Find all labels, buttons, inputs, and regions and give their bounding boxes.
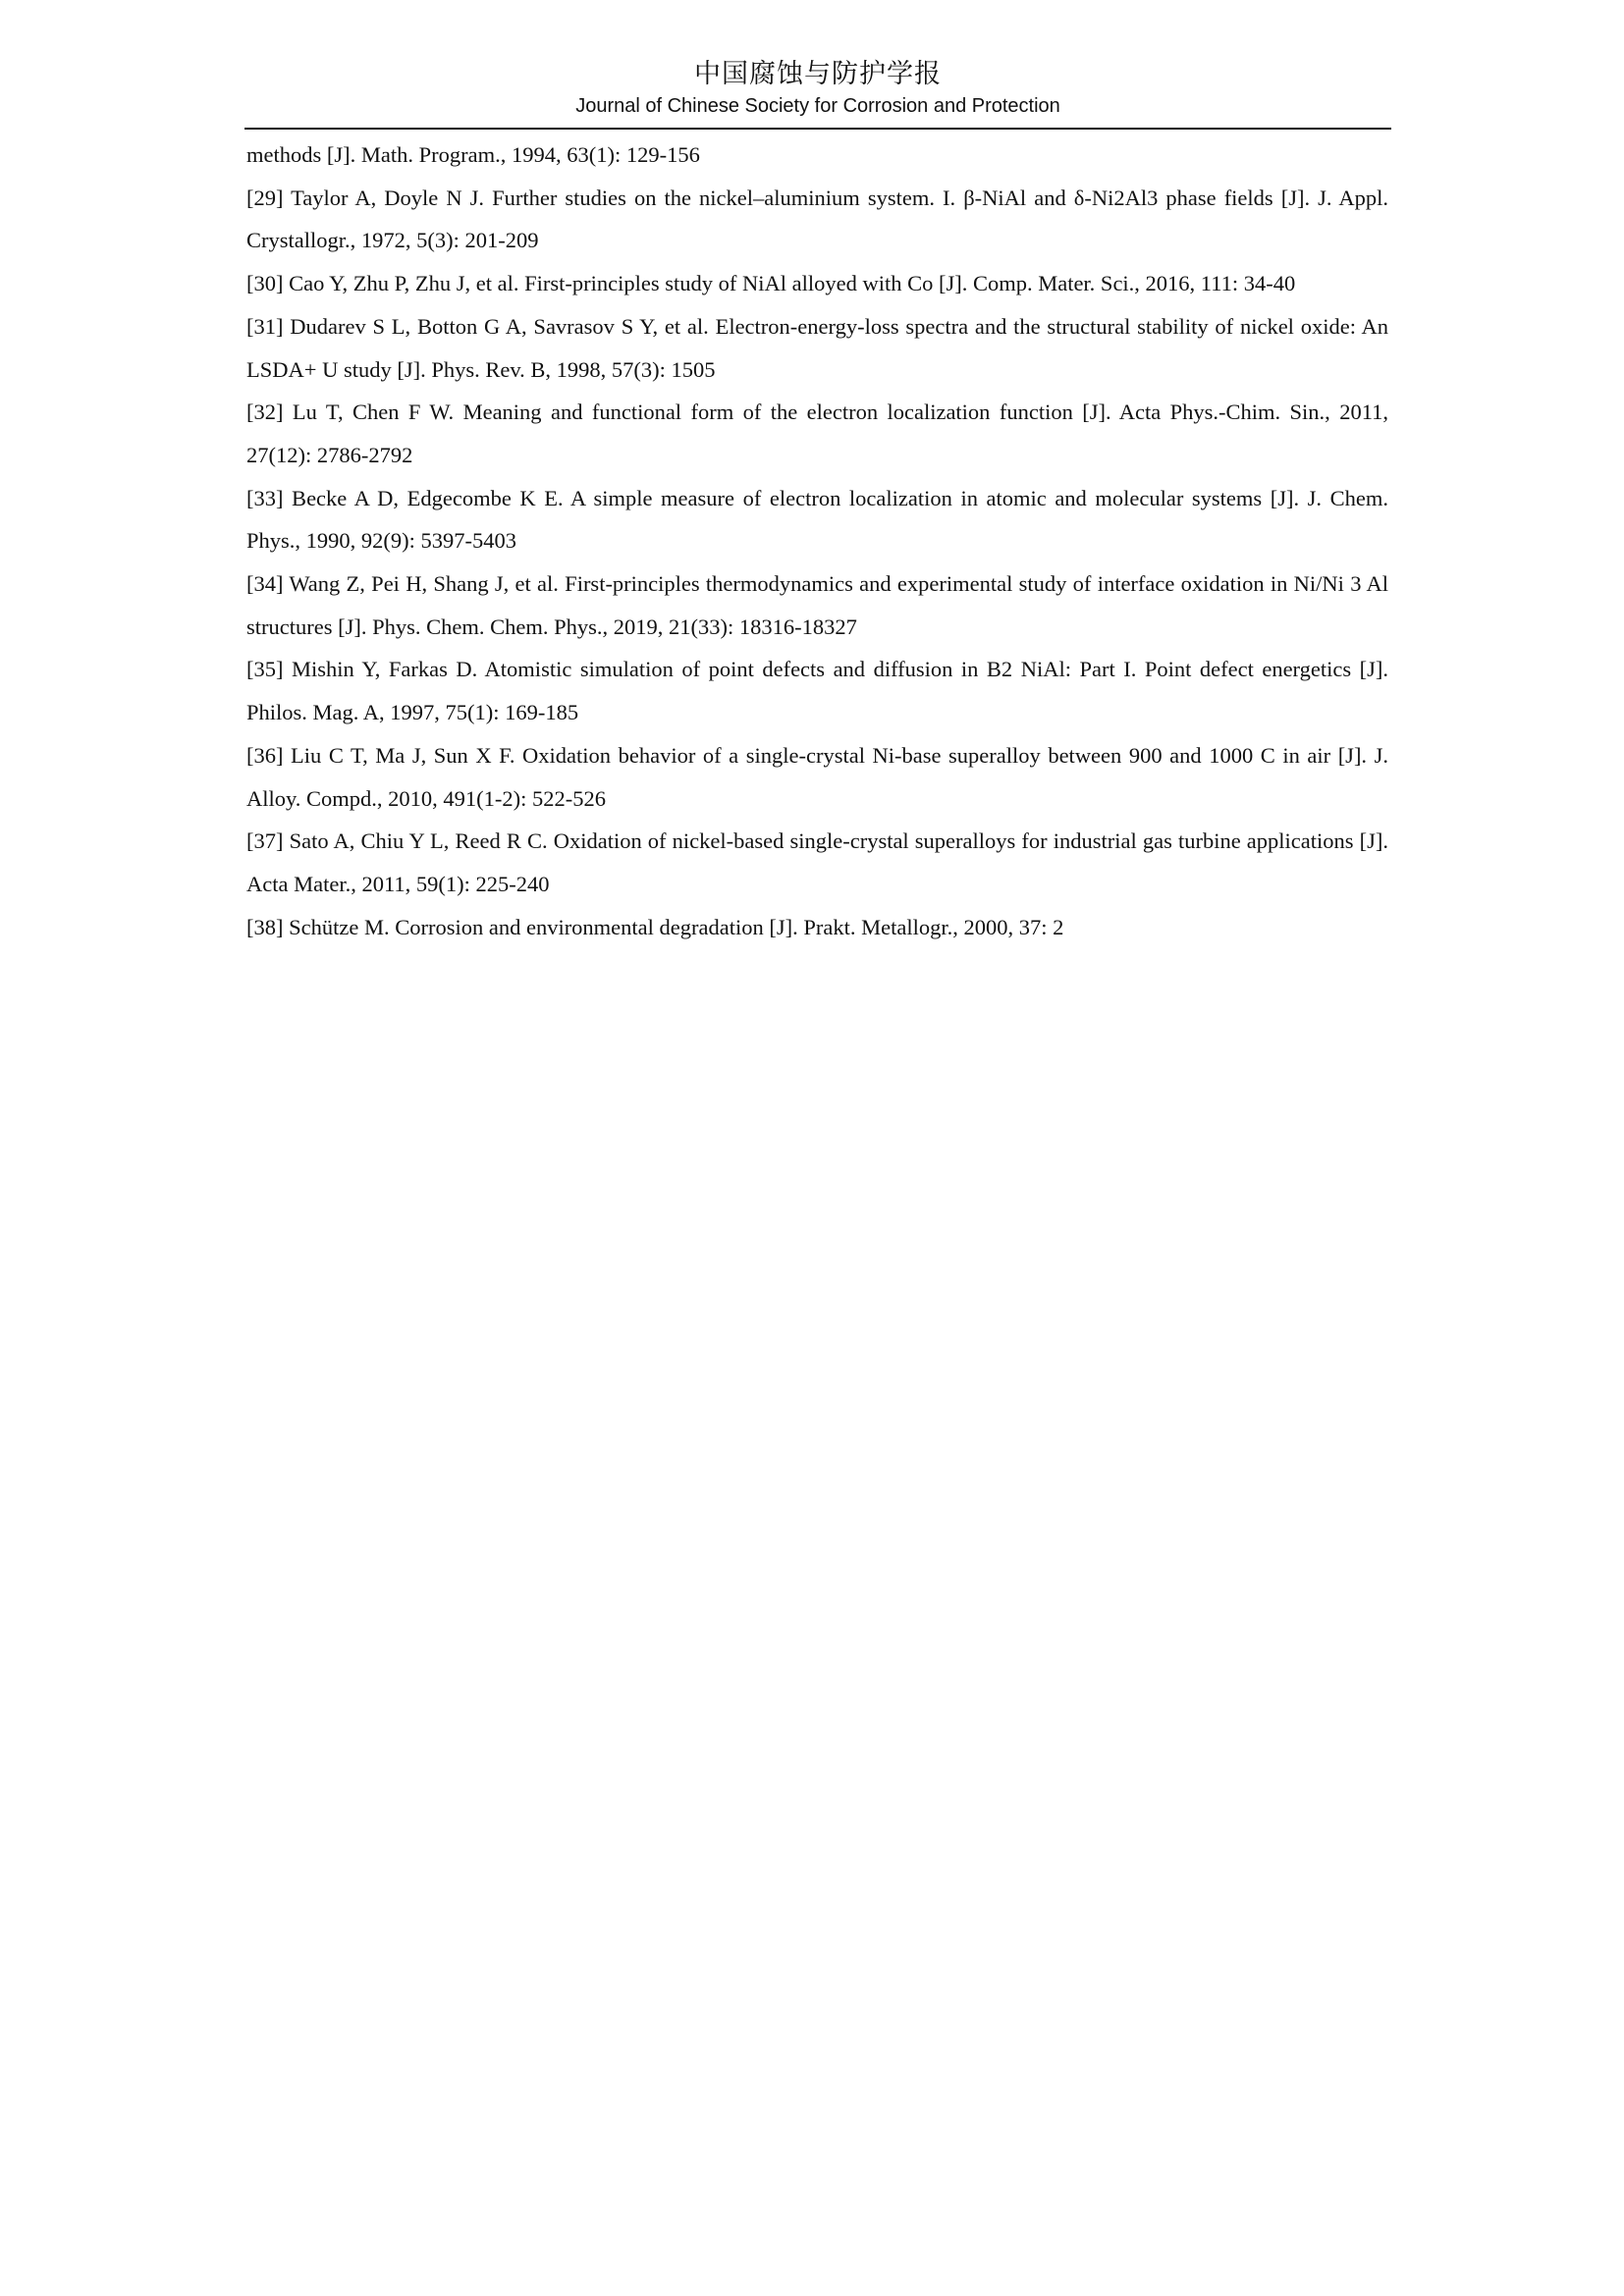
reference-list bbox=[246, 133, 1388, 948]
journal-title-chinese: 中国腐蚀与防护学报 bbox=[694, 59, 942, 89]
reference-30: [30] Cao Y, Zhu P, Zhu J, et al. First-principles study of NiAl alloyed with Co [J]. Comp. Mater. Sci., 2016, 111: 34-40 bbox=[246, 271, 1296, 296]
header-divider bbox=[244, 128, 1391, 130]
reference-33: [33] Becke A D, Edgecombe K E. A simple measure of electron localization in atomic and molecular systems [J]. J. Chem. Phys., 1990, 92(9): 5397-5403 bbox=[246, 485, 1388, 554]
reference-34: [34] Wang Z, Pei H, Shang J, et al. First-principles thermodynamics and experimental study of interface oxidation in Ni/Ni 3 Al structures [J]. Phys. Chem. Chem. Phys., 2019, 21(33): 18316-18327 bbox=[246, 571, 1388, 639]
reference-36: [36] Liu C T, Ma J, Sun X F. Oxidation behavior of a single-crystal Ni-base superalloy between 900 and 1000 C in air [J]. J. Alloy. Compd., 2010, 491(1-2): 522-526 bbox=[246, 742, 1388, 811]
reference-37: [37] Sato A, Chiu Y L, Reed R C. Oxidation of nickel-based single-crystal superalloys for industrial gas turbine applications [J]. Acta Mater., 2011, 59(1): 225-240 bbox=[246, 828, 1388, 896]
reference-35: [35] Mishin Y, Farkas D. Atomistic simulation of point defects and diffusion in B2 NiAl: Part I. Point defect energetics [J]. Philos. Mag. A, 1997, 75(1): 169-185 bbox=[246, 657, 1388, 725]
reference-31: [31] Dudarev S L, Botton G A, Savrasov S Y, et al. Electron-energy-loss spectra and the structural stability of nickel oxide: An LSDA+ U study [J]. Phys. Rev. B, 1998, 57(3): 1505 bbox=[246, 313, 1388, 382]
reference-continuation: methods [J]. Math. Program., 1994, 63(1): 129-156 bbox=[246, 142, 700, 167]
page-header bbox=[244, 57, 1391, 120]
journal-title-english: Journal of Chinese Society for Corrosion and Protection bbox=[575, 95, 1060, 117]
reference-32: [32] Lu T, Chen F W. Meaning and functional form of the electron localization function [J]. Acta Phys.-Chim. Sin., 2011, 27(12): 2786-2792 bbox=[246, 400, 1388, 467]
reference-38: [38] Schütze M. Corrosion and environmental degradation [J]. Prakt. Metallogr., 2000, 37: 2 bbox=[246, 914, 1064, 939]
reference-29: [29] Taylor A, Doyle N J. Further studies on the nickel–aluminium system. I. β-NiAl and δ-Ni2Al3 phase fields [J]. J. Appl. Crystallogr., 1972, 5(3): 201-209 bbox=[246, 185, 1388, 253]
